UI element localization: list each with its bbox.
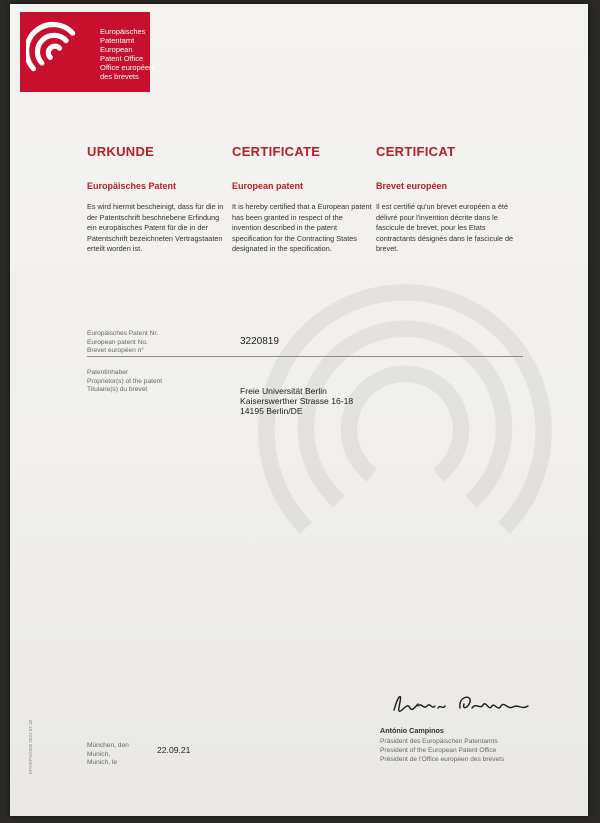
divider — [87, 356, 523, 357]
logo-line: des brevets — [100, 72, 139, 81]
column-english — [232, 144, 372, 254]
epo-watermark-icon — [240, 264, 570, 594]
proprietor-address — [240, 386, 353, 416]
logo-line: Europäisches — [100, 27, 146, 36]
proprietor-label — [87, 369, 162, 395]
label-line: European patent No. — [87, 338, 148, 346]
label-line: Brevet européen n° — [87, 347, 144, 355]
president-signature — [388, 688, 538, 722]
epo-logo-text — [100, 27, 153, 81]
label-line: Proprietor(s) of the patent — [87, 377, 163, 385]
certification-text-french: Il est certifié qu'un brevet européen a été délivré pour l'invention décrite dans le fascicule de brevet, pour les Etats contractants désignés dans le fascicule de brevet. — [376, 202, 514, 254]
certification-text-english: It is hereby certified that a European patent has been granted in respect of the invention described in the patent specification for the Contracting States designated in the specification. — [232, 202, 372, 254]
heading-urkunde: URKUNDE — [87, 144, 155, 159]
epo-logo-icon — [26, 20, 82, 80]
certification-text-german: Es wird hiermit bescheinigt, dass für die in der Patentschrift beschriebene Erfindung ein europäisches Patent für die in der Patentschrift bezeichneten Vertragstaaten erteilt worden ist. — [87, 202, 224, 254]
title-line: Präsident des Europäischen Patentamts — [380, 738, 498, 745]
place-label — [87, 742, 129, 768]
form-reference: EPA/EPO/OEB 2031 07.18 — [28, 720, 33, 774]
patent-number-label — [87, 330, 158, 356]
label-line: Patentinhaber — [87, 369, 129, 376]
title-line: Président de l'Office européen des brevets — [380, 755, 505, 763]
president-name: António Campinos — [380, 726, 444, 735]
patent-certificate — [10, 4, 588, 816]
place-line: Munich, le — [87, 759, 118, 767]
heading-certificate: CERTIFICATE — [232, 144, 321, 159]
subheading-french: Brevet européen — [376, 181, 448, 191]
proprietor-city: 14195 Berlin/DE — [240, 406, 303, 416]
column-french — [376, 144, 514, 254]
title-line: President of the European Patent Office — [380, 746, 497, 754]
place-line: München, den — [87, 742, 129, 749]
place-line: Munich, — [87, 750, 111, 758]
president-title — [380, 738, 504, 764]
logo-line: Patent Office — [100, 54, 144, 63]
issue-date: 22.09.21 — [157, 745, 191, 755]
subheading-english: European patent — [232, 181, 304, 191]
label-line: Europäisches Patent Nr. — [87, 330, 159, 337]
proprietor-name: Freie Universität Berlin — [240, 386, 327, 396]
label-line: Titulaire(s) du brevet — [87, 386, 148, 394]
proprietor-street: Kaiserswerther Strasse 16-18 — [240, 396, 354, 406]
logo-line: Patentamt — [100, 36, 135, 45]
heading-certificat: CERTIFICAT — [376, 144, 456, 159]
column-german — [87, 144, 224, 254]
logo-line: Office européen — [100, 63, 154, 72]
subheading-german: Europäisches Patent — [87, 181, 177, 191]
epo-logo — [20, 12, 154, 92]
patent-number-value: 3220819 — [240, 336, 279, 347]
logo-line: European — [100, 45, 133, 54]
